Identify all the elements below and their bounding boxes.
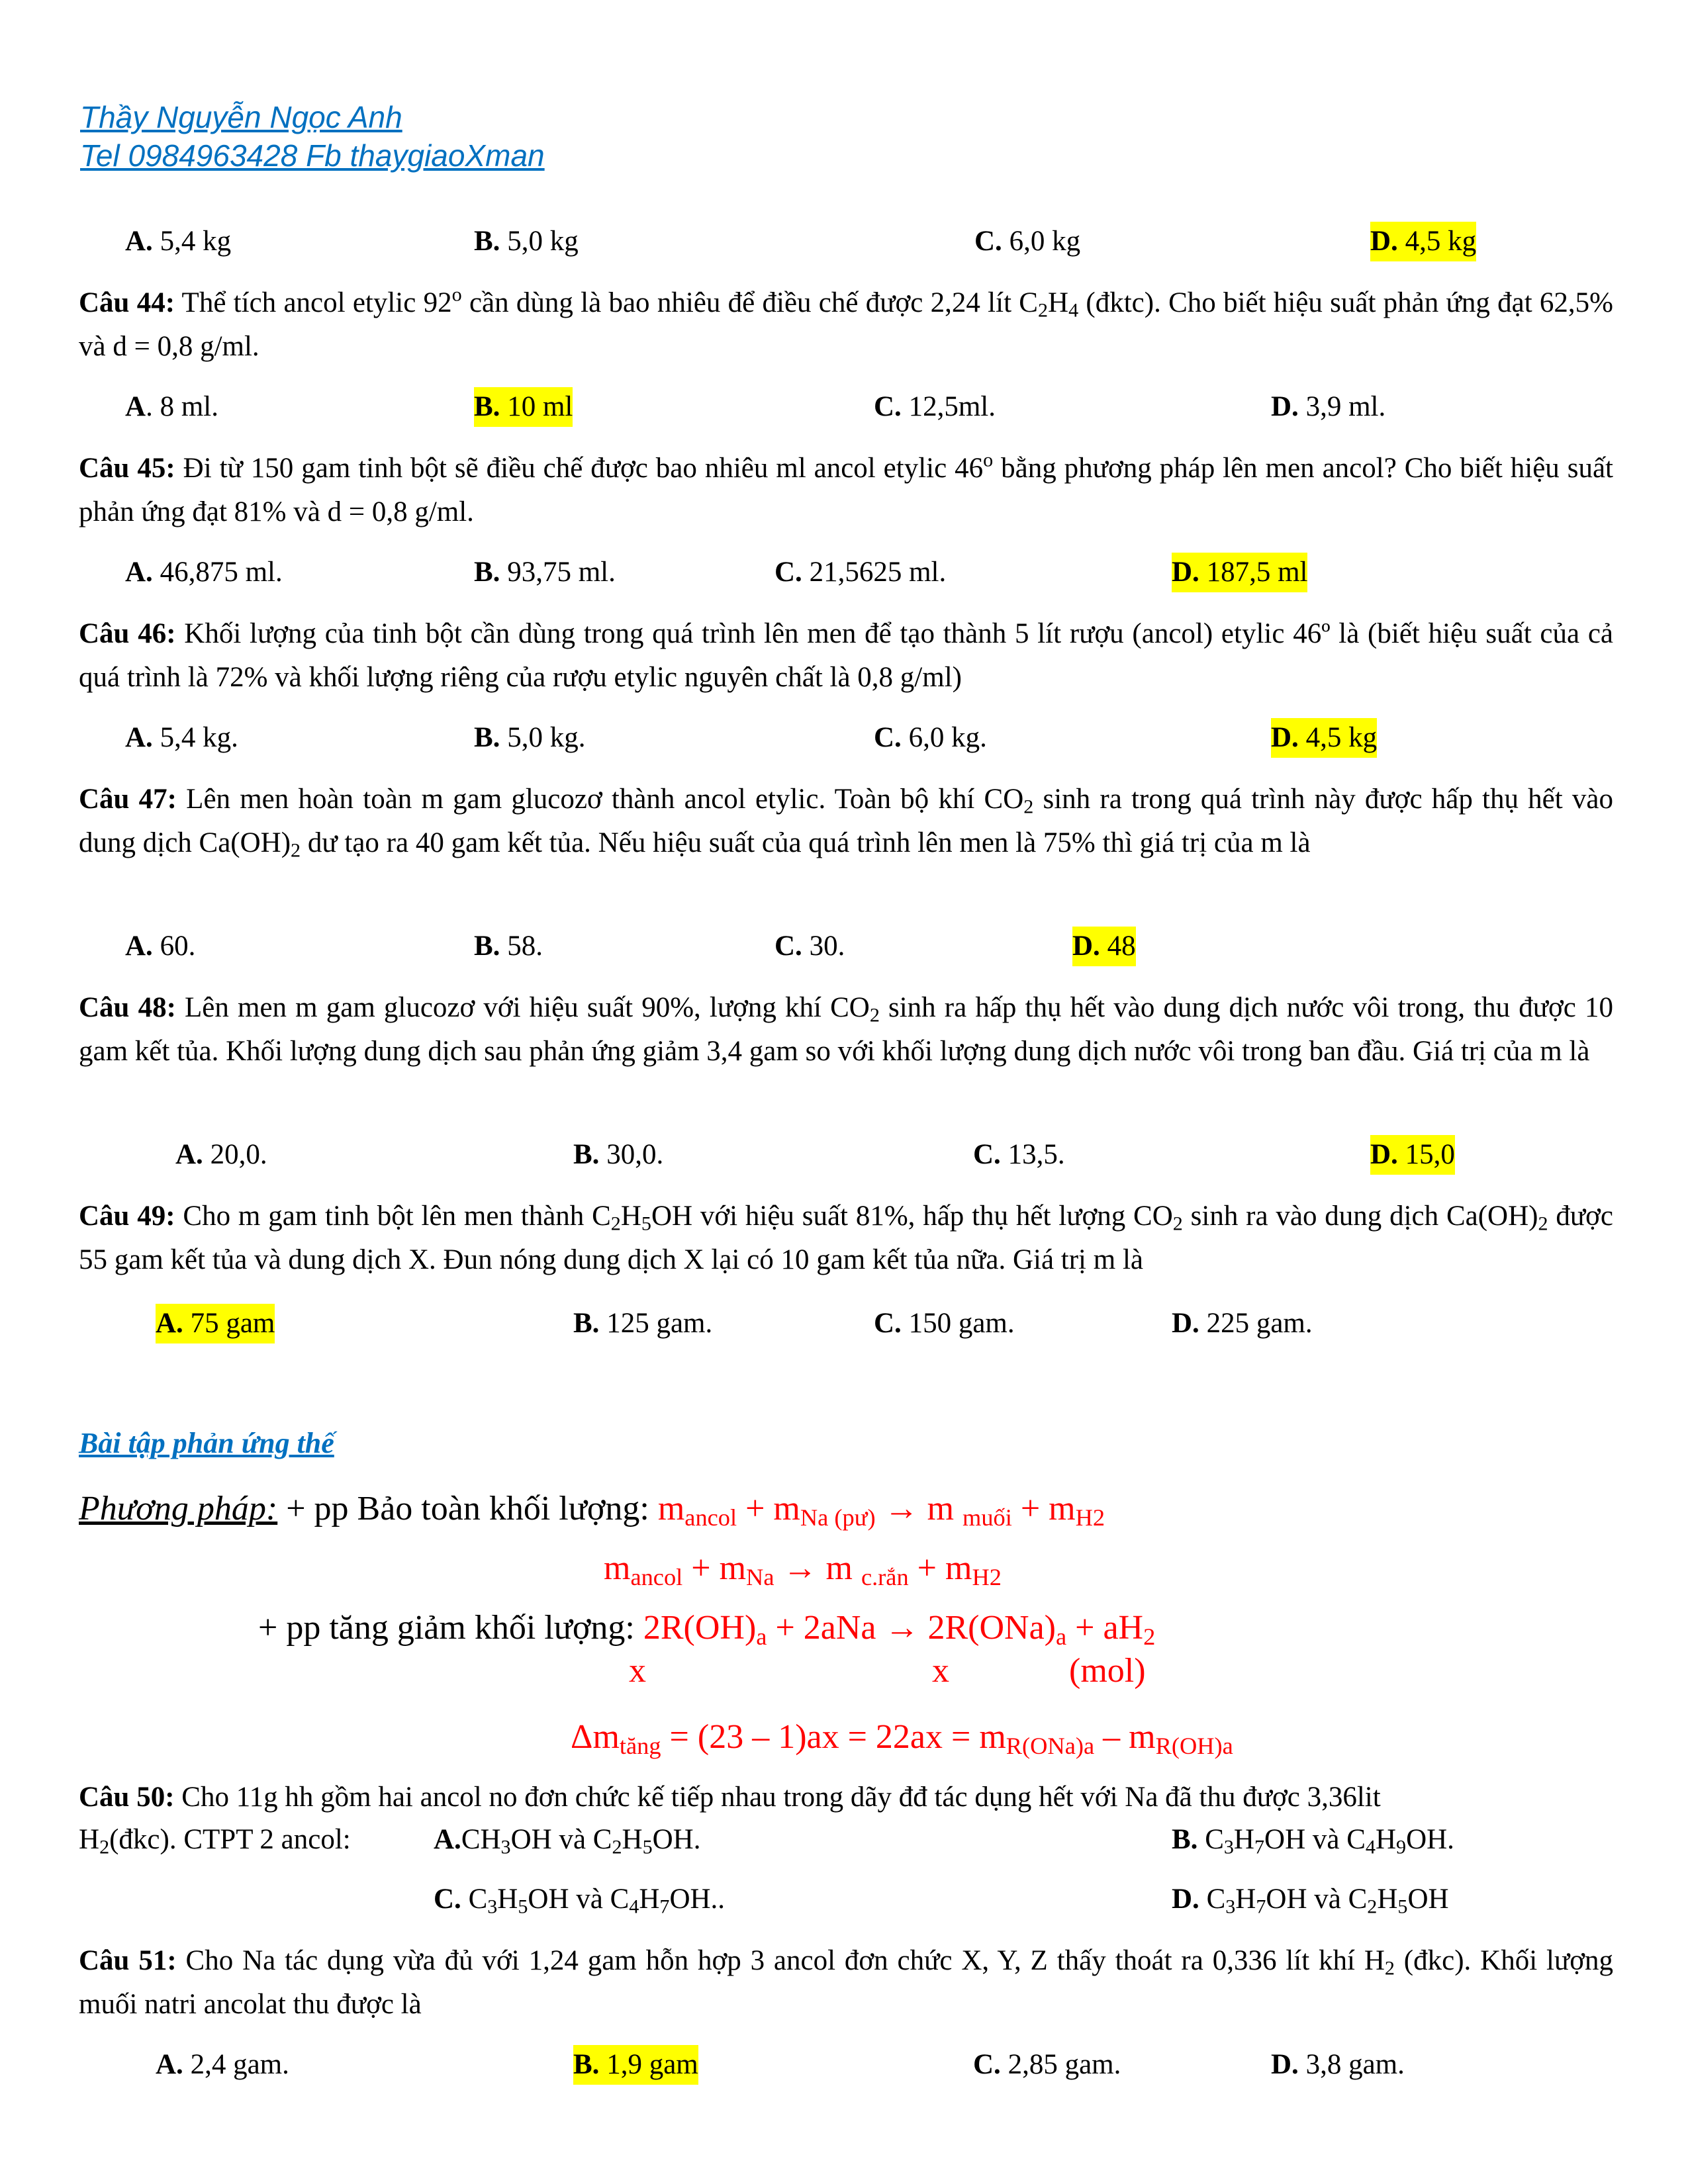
q50-option-b: B. $C_3H_7OH$ và $C_4H_9OH$. <box>1172 1824 1454 1858</box>
q44-option-b-answer: B. 10 ml <box>474 387 573 427</box>
q48-option-c: C. 13,5. <box>973 1139 1065 1170</box>
q51-option-c: C. 2,85 gam. <box>973 2049 1121 2080</box>
question-47: Câu 47: Lên men hoàn toàn m gam glucozơ thành ancol etylic. Toàn bộ khí $CO_2$ sinh ra trong quá trình này được hấp thụ hết vào dung dịch $Ca(OH)_2$ dư tạo ra 40 gam kết tủa. Nếu hiệu suất của quá trình lên men là 75% thì giá trị của m là <box>79 784 1613 862</box>
mass-increase-equation: $\Delta m_{tăng} = (23 - 1)ax = 22ax = m_{R(ONa)a} - m_{R(OH)a}$ <box>571 1718 1233 1760</box>
option-c: C. 6,0 kg <box>974 226 1081 257</box>
method-line-2: + pp tăng giảm khối lượng: $2R(OH)_a + 2aNa \to 2R(ONa)_a + aH_2$ <box>258 1609 1156 1651</box>
option-b: B. 5,0 kg <box>474 226 579 257</box>
section-title: Bài tập phản ứng thế <box>79 1427 334 1459</box>
q51-option-b-answer: B. 1,9 gam <box>573 2045 698 2085</box>
q45-option-c: C. 21,5625 ml. <box>774 557 947 588</box>
q49-option-b: B. 125 gam. <box>573 1308 713 1339</box>
q45-option-d-answer: D. 187,5 ml <box>1172 553 1307 592</box>
mass-conservation-equation-2: $m_{ancol} + m_{Na} \to m$ $_{c.rắn} + m_{H2}$ <box>604 1549 1002 1591</box>
q46-option-c: C. 6,0 kg. <box>874 722 987 753</box>
q47-option-c: C. 30. <box>774 931 845 962</box>
question-49: Câu 49: Cho m gam tinh bột lên men thành $C_2H_5OH$ với hiệu suất 81%, hấp thụ hết lượng $CO_2$ sinh ra vào dung dịch $Ca(OH)_2$ được 55 gam kết tủa và dung dịch X. Đun nóng dung dịch X lại có 10 gam kết tủa nữa. Giá trị m là <box>79 1201 1613 1275</box>
question-44: Câu 44: Thể tích ancol etylic 92$^o$ cần dùng là bao nhiêu để điều chế được 2,24 lít $C_2H_4$ (đktc). Cho biết hiệu suất phản ứng đạt 62,5% và d = 0,8 g/ml. <box>79 283 1613 362</box>
method-line-1: Phương pháp: + pp Bảo toàn khối lượng: $m_{ancol} + m_{Na (pư)} \to m$ $_{muối} + m_{H2}$ <box>79 1490 1105 1531</box>
q48-option-b: B. 30,0. <box>573 1139 664 1170</box>
q46-option-a: A. 5,4 kg. <box>125 722 238 753</box>
q50-option-a: $A.CH_3OH$ và $C_2H_5OH$. <box>434 1824 701 1858</box>
question-45: Câu 45: Đi từ 150 gam tinh bột sẽ điều chế được bao nhiêu ml ancol etylic 46$^o$ bằng phương pháp lên men ancol? Cho biết hiệu suất phản ứng đạt 81% và d = 0,8 g/ml. <box>79 448 1613 527</box>
q47-option-a: A. 60. <box>125 931 196 962</box>
q45-option-b: B. 93,75 ml. <box>474 557 616 588</box>
mol-x-1: x <box>629 1652 646 1690</box>
question-50-line-2: $H_2(đkc)$. CTPT 2 ancol: <box>79 1824 351 1858</box>
question-46: Câu 46: Khối lượng của tinh bột cần dùng trong quá trình lên men để tạo thành 5 lít rượu (ancol) etylic 46º là (biết hiệu suất của cả quá trình là 72% và khối lượng riêng của rượu etylic nguyên chất là 0,8 g/ml) <box>79 618 1613 693</box>
q44-option-c: C. 12,5ml. <box>874 391 996 422</box>
method-label: Phương pháp: <box>79 1490 278 1527</box>
q49-option-a-answer: A. 75 gam <box>156 1304 275 1343</box>
q46-option-d-answer: D. 4,5 kg <box>1271 718 1377 758</box>
q48-option-d-answer: D. 15,0 <box>1370 1135 1455 1175</box>
mol-unit: (mol) <box>1069 1652 1146 1690</box>
question-50: Câu 50: Cho 11g hh gồm hai ancol no đơn chức kế tiếp nhau trong dãy đđ tác dụng hết với Na đã thu được 3,36lit <box>79 1782 1381 1813</box>
option-d-answer: D. 4,5 kg <box>1370 222 1476 261</box>
mol-x-2: x <box>932 1652 949 1690</box>
q44-option-a: A. 8 ml. <box>125 391 218 422</box>
contact-info: Tel 0984963428 Fb thaygiaoXman <box>80 138 545 173</box>
q51-option-d: D. 3,8 gam. <box>1271 2049 1405 2080</box>
mass-conservation-equation-1: $m_{ancol} + m_{Na (pư)} \to m$ $_{muối} + m_{H2}$ <box>657 1490 1105 1531</box>
question-51: Câu 51: Cho Na tác dụng vừa đủ với 1,24 gam hỗn hợp 3 ancol đơn chức X, Y, Z thấy thoát ra 0,336 lít khí $H_2$ (đkc). Khối lượng muối natri ancolat thu được là <box>79 1945 1613 2020</box>
q46-option-b: B. 5,0 kg. <box>474 722 586 753</box>
q49-option-d: D. 225 gam. <box>1172 1308 1313 1339</box>
q48-option-a: A. 20,0. <box>175 1139 267 1170</box>
reaction-equation: $2R(OH)_a + 2aNa \to 2R(ONa)_a + aH_2$ <box>643 1609 1156 1651</box>
q50-option-d: D. $C_3H_7OH$ và $C_2H_5OH$ <box>1172 1884 1449 1918</box>
q44-option-d: D. 3,9 ml. <box>1271 391 1386 422</box>
q51-option-a: A. 2,4 gam. <box>156 2049 289 2080</box>
q45-option-a: A. 46,875 ml. <box>125 557 283 588</box>
q47-option-d-answer: D. 48 <box>1072 927 1136 966</box>
q49-option-c: C. 150 gam. <box>874 1308 1015 1339</box>
q50-option-c: C. $C_3H_5OH$ và $C_4H_7OH$.. <box>434 1884 726 1918</box>
option-a: A. 5,4 kg <box>125 226 232 257</box>
question-48: Câu 48: Lên men m gam glucozơ với hiệu suất 90%, lượng khí $CO_2$ sinh ra hấp thụ hết vào dung dịch nước vôi trong, thu được 10 gam kết tủa. Khối lượng dung dịch sau phản ứng giảm 3,4 gam so với khối lượng dung dịch nước vôi trong ban đầu. Giá trị của m là <box>79 992 1614 1067</box>
q47-option-b: B. 58. <box>474 931 543 962</box>
author-name: Thầy Nguyễn Ngọc Anh <box>80 100 402 134</box>
